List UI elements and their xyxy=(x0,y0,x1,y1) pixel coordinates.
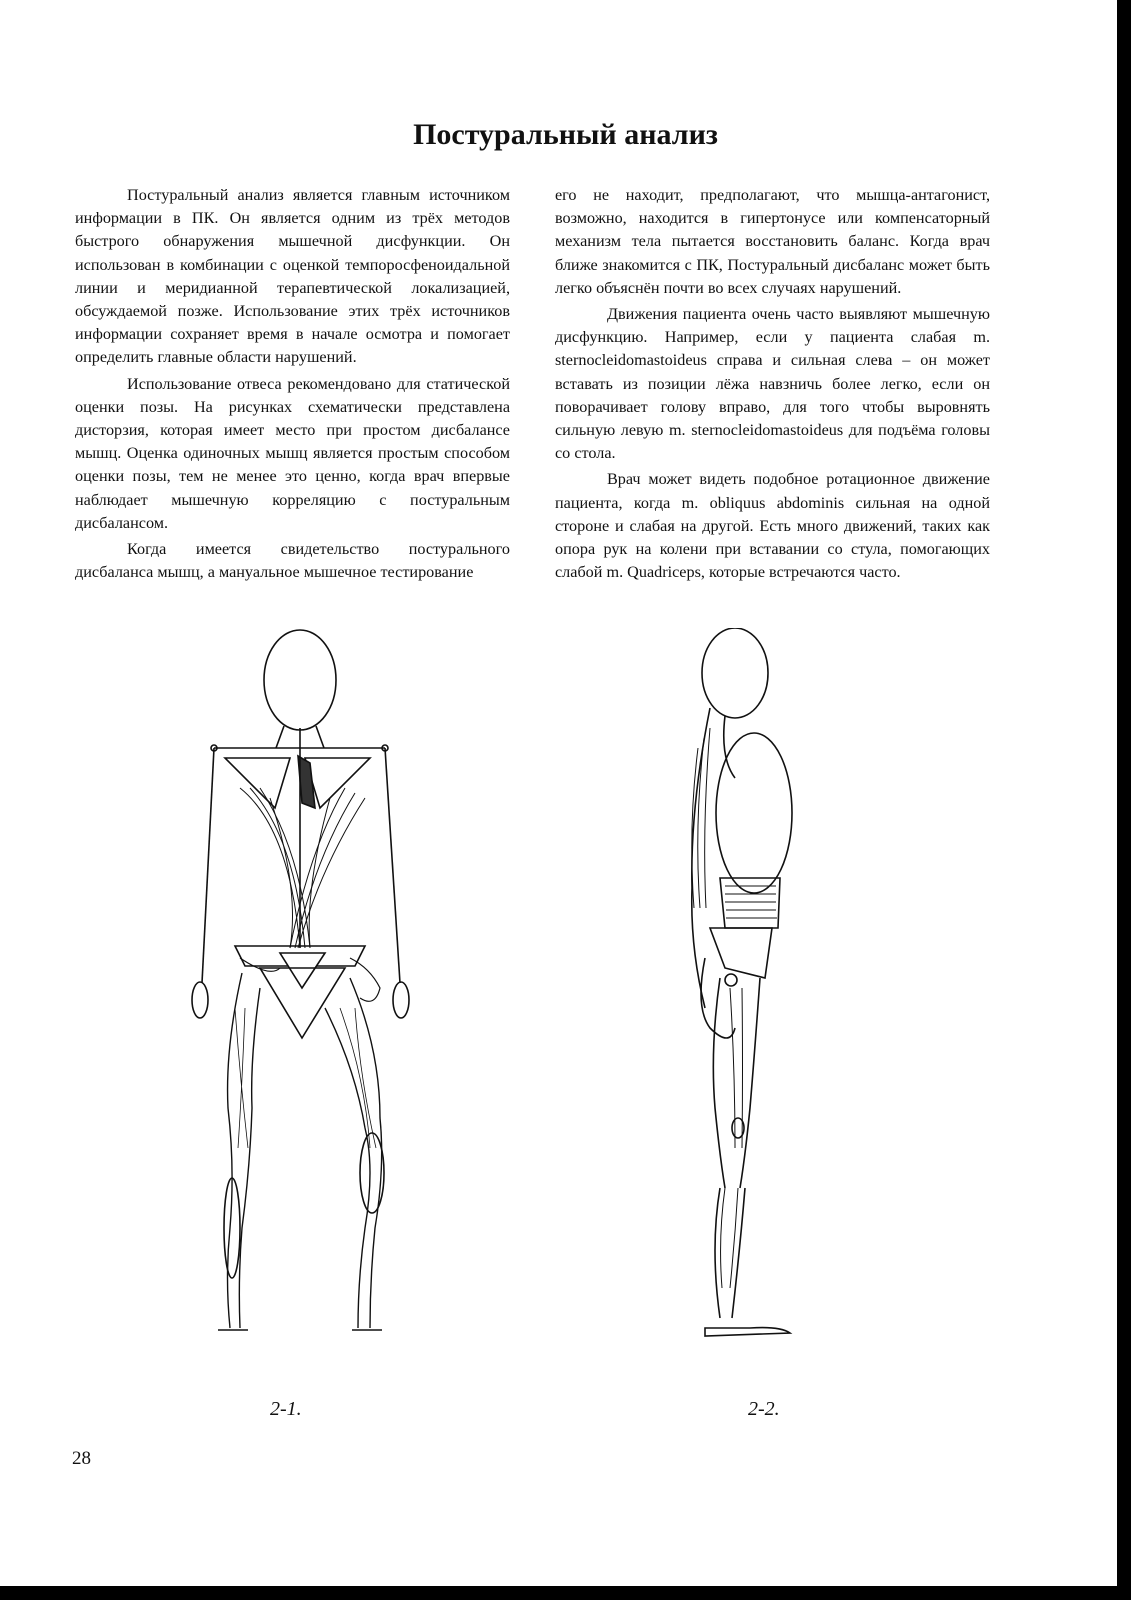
page-title: Постуральный анализ xyxy=(413,118,718,151)
left-paragraph-2: Использование отвеса рекомендовано для статической оценки позы. На рисунках схематически представлена дисторзия, которая имеет место при простом дисбалансе мышц. Оценка одиночных мышц является простым способом оценки позы, тем не менее это ценно, когда врач впервые наблюдает мышечную корреляцию с постуральным дисбалансом. xyxy=(75,374,510,532)
right-paragraph-1: его не находит, предполагают, что мышца-антагонист, возможно, находится в гипертонусе или компенсаторный механизм тела пытается восстановить баланс. Когда врач ближе знакомится с ПК, Постуральный дисбаланс может быть легко объяснён почти во всех случаях нарушений. xyxy=(555,186,990,297)
left-text-column xyxy=(75,184,510,587)
right-paragraph-3: Врач может видеть подобное ротационное движение пациента, когда m. obliquus abdominis сильная на одной стороне и слабая на другой. Есть много движений, таких как опора рук на колени при вставании со стула, помогающих слабой m. Quadriceps, которые встречаются часто. xyxy=(555,470,990,582)
side-view-muscle-figure-icon xyxy=(680,628,810,1368)
left-paragraph-3: Когда имеется свидетельство постурального дисбаланса мышц, а мануальное мышечное тестирование xyxy=(75,540,510,582)
page-number: 28 xyxy=(72,1448,91,1469)
scan-edge-bottom xyxy=(0,1586,1131,1600)
right-paragraph-2: Движения пациента очень часто выявляют мышечную дисфункцию. Например, если у пациента слабая m. sternocleidomastoideus справа и сильная слева – он может вставать из позиции лёжа навзничь более легко, если он поворачивает голову вправо, для того чтобы выровнять сильную левую m. sternocleidomastoideus для подъёма головы со стола. xyxy=(555,305,990,463)
left-paragraph-1: Постуральный анализ является главным источником информации в ПК. Он является одним из трёх методов быстрого обнаружения мышечной дисфункции. Он использован в комбинации с оценкой темпоросфеноидальной линии и меридианной терапевтической локализацией, обсуждаемой позже. Использование этих трёх источников информации сохраняет время в начале осмотра и помогает определить главные области нарушений. xyxy=(75,186,510,367)
front-view-muscle-figure-icon xyxy=(180,628,420,1368)
figure-caption-2-1: 2-1. xyxy=(270,1398,302,1420)
scan-edge-right xyxy=(1117,0,1131,1600)
right-text-column xyxy=(555,184,990,587)
figure-caption-2-2: 2-2. xyxy=(748,1398,780,1420)
